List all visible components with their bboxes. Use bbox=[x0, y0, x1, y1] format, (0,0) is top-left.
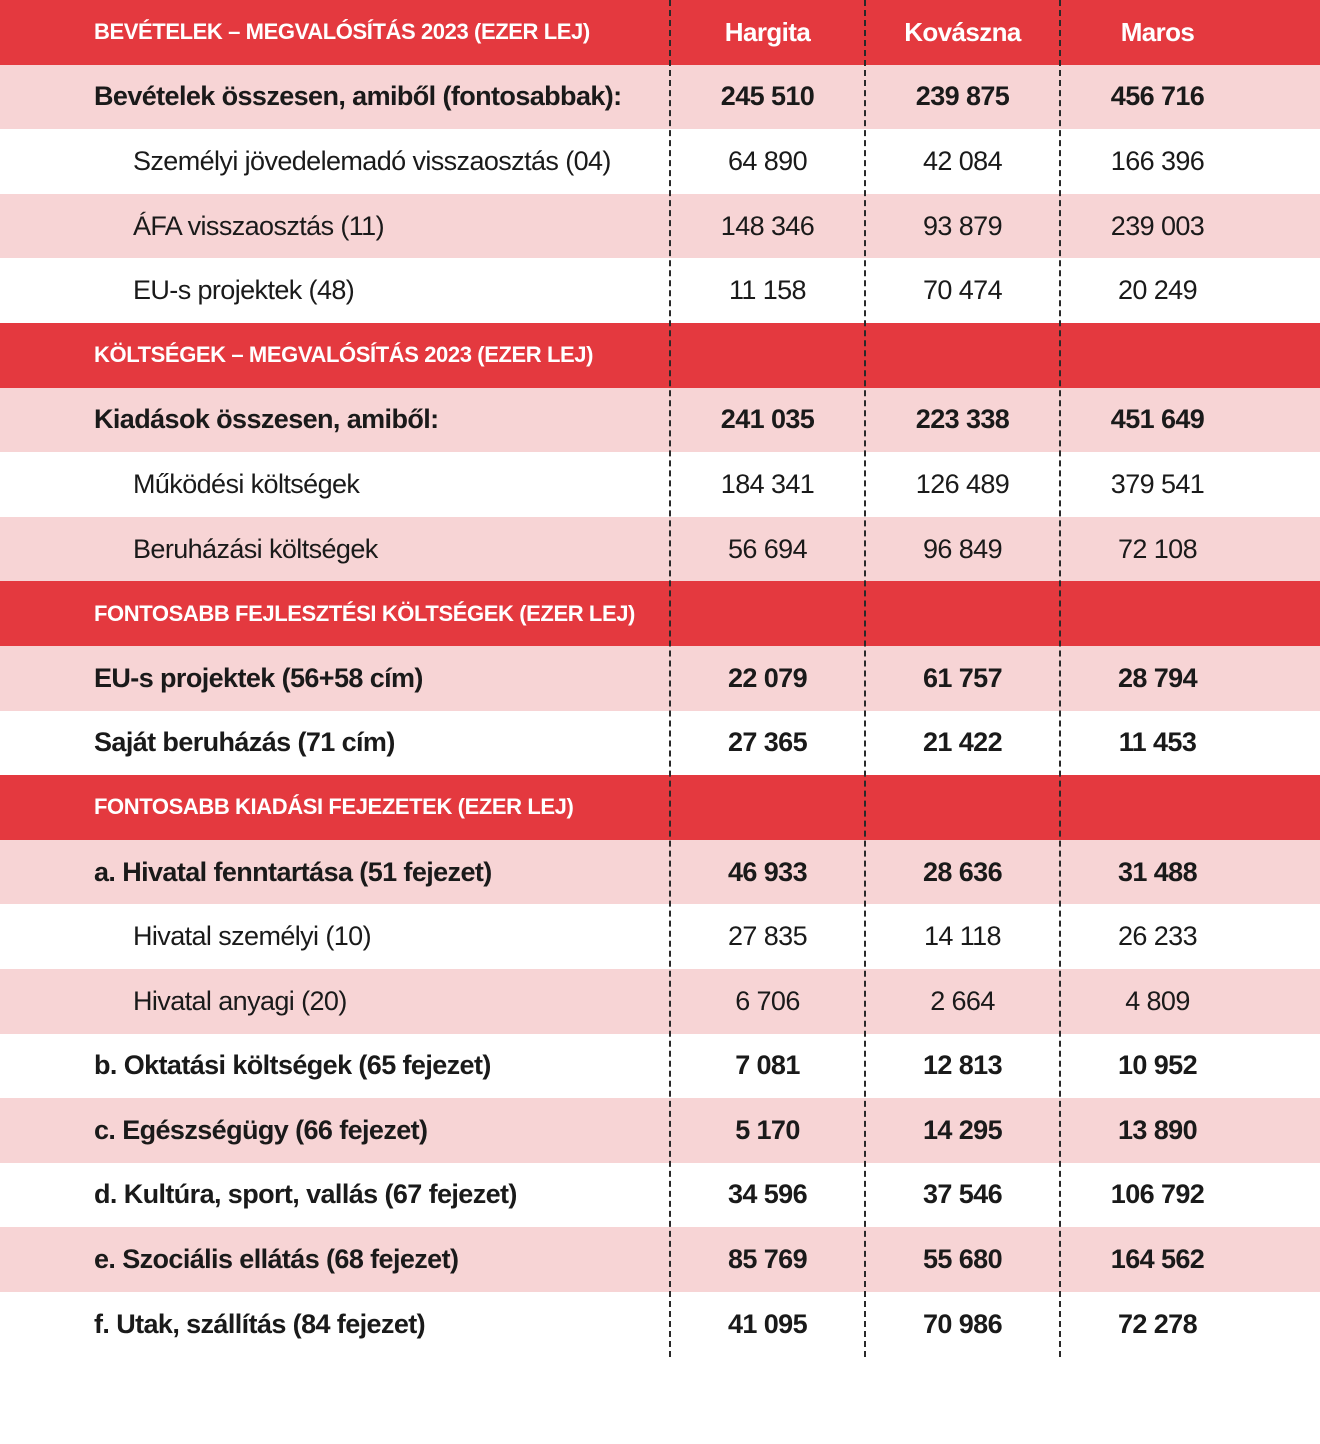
table-row bbox=[0, 452, 1320, 517]
row-label: Beruházási költségek bbox=[133, 533, 378, 564]
value-kovaszna: 12 813 bbox=[923, 1050, 1002, 1081]
value-hargita: 27 835 bbox=[728, 921, 807, 952]
section-title: FONTOSABB FEJLESZTÉSI KÖLTSÉGEK (EZER LEJ) bbox=[94, 600, 635, 626]
section-title: BEVÉTELEK – MEGVALÓSÍTÁS 2023 (EZER LEJ) bbox=[94, 19, 590, 45]
value-kovaszna: 70 986 bbox=[923, 1308, 1002, 1339]
value-maros: 11 453 bbox=[1118, 727, 1197, 758]
value-maros: 166 396 bbox=[1110, 145, 1205, 176]
value-maros: 72 278 bbox=[1118, 1308, 1197, 1339]
value-hargita: 241 035 bbox=[720, 404, 815, 435]
column-divider-1 bbox=[669, 0, 671, 1357]
value-kovaszna: 2 664 bbox=[930, 985, 995, 1016]
value-kovaszna: 223 338 bbox=[915, 404, 1010, 435]
value-kovaszna: 55 680 bbox=[923, 1244, 1002, 1275]
table-row bbox=[0, 1292, 1320, 1357]
row-label: d. Kultúra, sport, vallás (67 fejezet) bbox=[94, 1179, 517, 1210]
value-kovaszna: 70 474 bbox=[923, 275, 1002, 306]
table-row bbox=[0, 969, 1320, 1034]
value-maros: 13 890 bbox=[1118, 1114, 1197, 1145]
table-row bbox=[0, 129, 1320, 194]
row-label: e. Szociális ellátás (68 fejezet) bbox=[94, 1244, 459, 1275]
value-maros: 451 649 bbox=[1110, 404, 1205, 435]
table-body bbox=[0, 65, 1320, 1357]
section-title: KÖLTSÉGEK – MEGVALÓSÍTÁS 2023 (EZER LEJ) bbox=[94, 342, 594, 368]
column-header-kovaszna: Kovászna bbox=[904, 16, 1021, 47]
value-maros: 164 562 bbox=[1110, 1244, 1205, 1275]
value-hargita: 245 510 bbox=[720, 81, 815, 112]
value-kovaszna: 14 118 bbox=[924, 921, 1001, 952]
value-kovaszna: 28 636 bbox=[923, 856, 1002, 887]
value-hargita: 184 341 bbox=[720, 468, 815, 499]
row-label: a. Hivatal fenntartása (51 fejezet) bbox=[94, 856, 492, 887]
row-label: Saját beruházás (71 cím) bbox=[94, 727, 395, 758]
table-row bbox=[0, 711, 1320, 776]
row-label: c. Egészségügy (66 fejezet) bbox=[94, 1114, 428, 1145]
section-header-row bbox=[0, 775, 1320, 840]
column-divider-3 bbox=[1059, 0, 1061, 1357]
column-header-hargita: Hargita bbox=[724, 16, 811, 47]
value-hargita: 27 365 bbox=[728, 727, 807, 758]
value-hargita: 41 095 bbox=[728, 1308, 807, 1339]
value-kovaszna: 239 875 bbox=[915, 81, 1010, 112]
value-kovaszna: 21 422 bbox=[923, 727, 1002, 758]
value-maros: 106 792 bbox=[1110, 1179, 1205, 1210]
value-maros: 10 952 bbox=[1118, 1050, 1197, 1081]
value-hargita: 46 933 bbox=[728, 856, 807, 887]
section-header-row bbox=[0, 323, 1320, 388]
value-hargita: 34 596 bbox=[728, 1179, 807, 1210]
value-maros: 26 233 bbox=[1118, 921, 1197, 952]
value-hargita: 7 081 bbox=[735, 1050, 800, 1081]
table-row bbox=[0, 1034, 1320, 1099]
table-header-row bbox=[0, 0, 1320, 65]
value-maros: 4 809 bbox=[1125, 985, 1190, 1016]
value-hargita: 64 890 bbox=[728, 145, 807, 176]
value-maros: 20 249 bbox=[1118, 275, 1197, 306]
value-maros: 31 488 bbox=[1118, 856, 1197, 887]
table-row bbox=[0, 646, 1320, 711]
value-hargita: 148 346 bbox=[720, 210, 815, 241]
row-label: EU-s projektek (48) bbox=[133, 275, 355, 306]
row-label: Hivatal anyagi (20) bbox=[133, 985, 347, 1016]
value-maros: 456 716 bbox=[1110, 81, 1205, 112]
row-label: f. Utak, szállítás (84 fejezet) bbox=[94, 1308, 426, 1339]
row-label: b. Oktatási költségek (65 fejezet) bbox=[94, 1050, 491, 1081]
value-maros: 72 108 bbox=[1118, 533, 1197, 564]
row-label: EU-s projektek (56+58 cím) bbox=[94, 662, 423, 693]
table-row bbox=[0, 1098, 1320, 1163]
table-row bbox=[0, 1227, 1320, 1292]
row-label: ÁFA visszaosztás (11) bbox=[133, 210, 384, 241]
value-hargita: 5 170 bbox=[735, 1114, 800, 1145]
row-label: Működési költségek bbox=[133, 468, 360, 499]
table-row bbox=[0, 1163, 1320, 1228]
row-label: Kiadások összesen, amiből: bbox=[94, 404, 439, 435]
row-label: Bevételek összesen, amiből (fontosabbak): bbox=[94, 81, 622, 112]
value-hargita: 85 769 bbox=[728, 1244, 807, 1275]
value-kovaszna: 93 879 bbox=[923, 210, 1002, 241]
column-header-maros: Maros bbox=[1120, 16, 1195, 47]
value-kovaszna: 42 084 bbox=[923, 145, 1002, 176]
value-hargita: 56 694 bbox=[728, 533, 807, 564]
table-row bbox=[0, 258, 1320, 323]
value-maros: 239 003 bbox=[1110, 210, 1205, 241]
table-row bbox=[0, 517, 1320, 582]
value-hargita: 11 158 bbox=[729, 275, 806, 306]
value-kovaszna: 126 489 bbox=[915, 468, 1010, 499]
table-row bbox=[0, 840, 1320, 905]
table-row bbox=[0, 904, 1320, 969]
value-hargita: 6 706 bbox=[735, 985, 800, 1016]
row-label: Személyi jövedelemadó visszaosztás (04) bbox=[133, 145, 611, 176]
column-divider-2 bbox=[864, 0, 866, 1357]
table-row bbox=[0, 65, 1320, 130]
value-kovaszna: 96 849 bbox=[923, 533, 1002, 564]
value-hargita: 22 079 bbox=[728, 662, 807, 693]
section-header-row bbox=[0, 581, 1320, 646]
value-kovaszna: 14 295 bbox=[923, 1114, 1002, 1145]
table-row bbox=[0, 194, 1320, 259]
value-kovaszna: 37 546 bbox=[923, 1179, 1002, 1210]
section-title: FONTOSABB KIADÁSI FEJEZETEK (EZER LEJ) bbox=[94, 794, 574, 820]
table-row bbox=[0, 388, 1320, 453]
value-kovaszna: 61 757 bbox=[923, 662, 1002, 693]
row-label: Hivatal személyi (10) bbox=[133, 921, 371, 952]
value-maros: 28 794 bbox=[1118, 662, 1197, 693]
value-maros: 379 541 bbox=[1110, 468, 1205, 499]
